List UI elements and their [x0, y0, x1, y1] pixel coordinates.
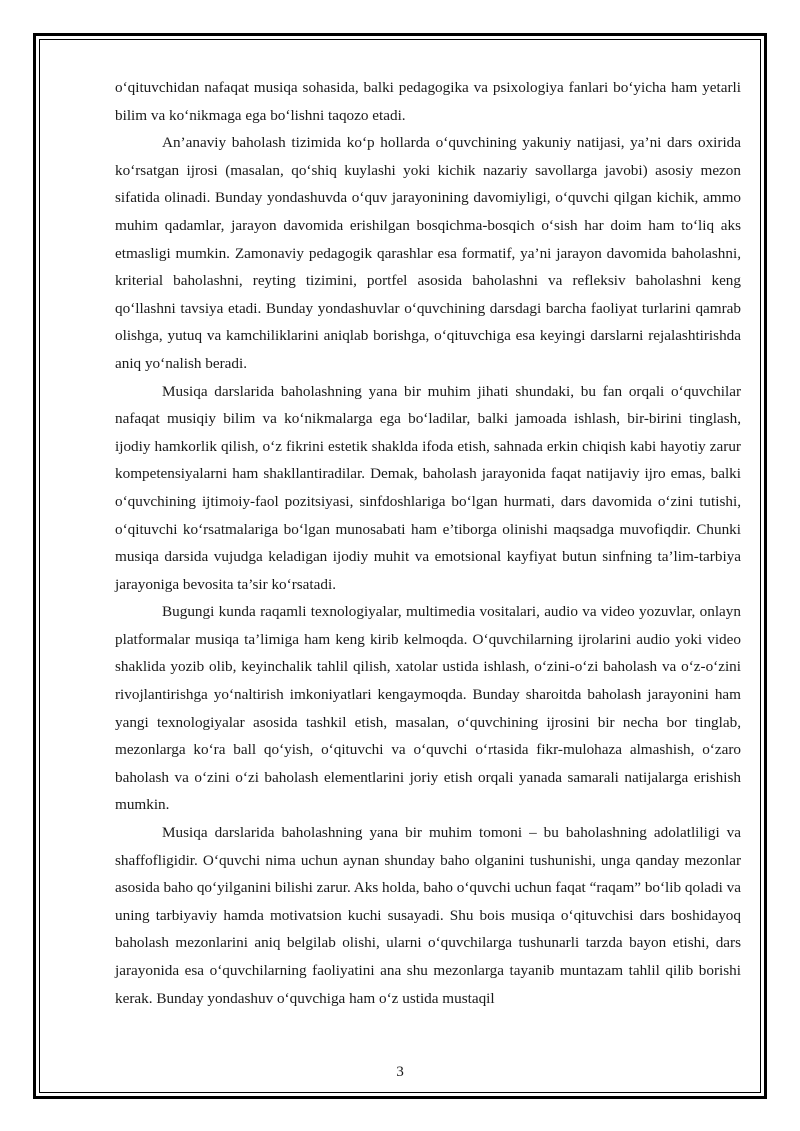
paragraph-3: Musiqa darslarida baholashning yana bir muhim jihati shundaki, bu fan orqali o‘quvchilar nafaqat musiqiy bilim va ko‘nikmalarga ega bo‘ladilar, balki jamoada ishlash, bir-birini tinglash, ijodiy hamkorlik qilish, o‘z fikrini estetik shaklda ifoda etish, sahnada erkin chiqish kabi hayotiy zarur kompetensiyalarni ham shakllantiradilar. Demak, baholash jarayonida faqat natijaviy ijro emas, balki o‘quvchining ijtimoiy-faol pozitsiyasi, sinfdoshlariga bo‘lgan hurmati, dars davomida o‘zini tutishi, o‘qituvchi ko‘rsatmalariga bo‘lgan munosabati ham e’tiborga olinishi maqsadga muvofiqdir. Chunki musiqa darsida vujudga keladigan ijodiy muhit va emotsional kayfiyat butun sinfning ta’lim-tarbiya jarayoniga bevosita ta’sir ko‘rsatadi.: [115, 382, 741, 593]
paragraph-5: Musiqa darslarida baholashning yana bir muhim tomoni – bu baholashning adolatliligi va shaffofligidir. O‘quvchi nima uchun aynan shunday baho olganini tushunishi, unga qanday mezonlar asosida baho qo‘yilganini bilishi zarur. Aks holda, baho o‘quvchi uchun faqat “raqam” bo‘lib qoladi va uning tarbiyaviy hamda motivatsion kuchi susayadi. Shu bois musiqa o‘qituvchisi dars boshidayoq baholash mezonlarini aniq belgilab olishi, ularni o‘quvchilarga tushunarli tarzda bayon etishi, dars jarayonida esa o‘quvchilarning faoliyatini ana shu mezonlarga tayanib muntazam tahlil qilib borishi kerak. Bunday yondashuv o‘quvchiga ham o‘z ustida mustaqil: [115, 824, 741, 1007]
paragraph-1: o‘qituvchidan nafaqat musiqa sohasida, balki pedagogika va psixologiya fanlari bo‘yicha ham yetarli bilim va ko‘nikmaga ega bo‘lishni taqozo etadi.: [115, 79, 741, 124]
paragraph-2: An’anaviy baholash tizimida ko‘p hollarda o‘quvchining yakuniy natijasi, ya’ni dars oxirida ko‘rsatgan ijrosi (masalan, qo‘shiq kuylashi yoki kichik nazariy savollarga javobi) asosiy mezon sifatida olinadi. Bunday yondashuvda o‘quv jarayonining davomiyligi, o‘quvchi qilgan kichik, ammo muhim qadamlar, jarayon davomida erishilgan bosqichma-bosqich o‘sish har doim ham to‘liq aks etmasligi mumkin. Zamonaviy pedagogik qarashlar esa formatif, ya’ni jarayon davomida baholashni, kriterial baholashni, reyting tizimini, portfel asosida baholashni va refleksiv baholashni keng qo‘llashni tavsiya etadi. Bunday yondashuvlar o‘quvchining darsdagi barcha faoliyat turlarini qamrab olishga, yutuq va kamchiliklarini aniqlab borishga, o‘qituvchiga esa keyingi darslarni rejalashtirishda aniq yo‘nalish beradi.: [115, 134, 741, 372]
document-body: [115, 74, 741, 1012]
paragraph-4: Bugungi kunda raqamli texnologiyalar, multimedia vositalari, audio va video yozuvlar, onlayn platformalar musiqa ta’limiga ham keng kirib kelmoqda. O‘quvchilarning ijrolarini audio yoki video shaklida yozib olib, keyinchalik tahlil qilish, xatolar ustida ishlash, o‘zini-o‘zi baholash va o‘z-o‘zini rivojlantirishga yo‘naltirish imkoniyatlari kengaymoqda. Bunday sharoitda baholash jarayonini ham yangi texnologiyalar asosida tashkil etish, masalan, o‘quvchining ijrosini bir necha bor tinglab, mezonlarga ko‘ra ball qo‘yish, o‘qituvchi va o‘quvchi o‘rtasida fikr-mulohaza almashish, o‘zaro baholash va o‘zini o‘zi baholash elementlarini joriy etish orqali yanada samarali natijalarga erishish mumkin.: [115, 603, 741, 814]
page-number: 3: [396, 1063, 404, 1080]
